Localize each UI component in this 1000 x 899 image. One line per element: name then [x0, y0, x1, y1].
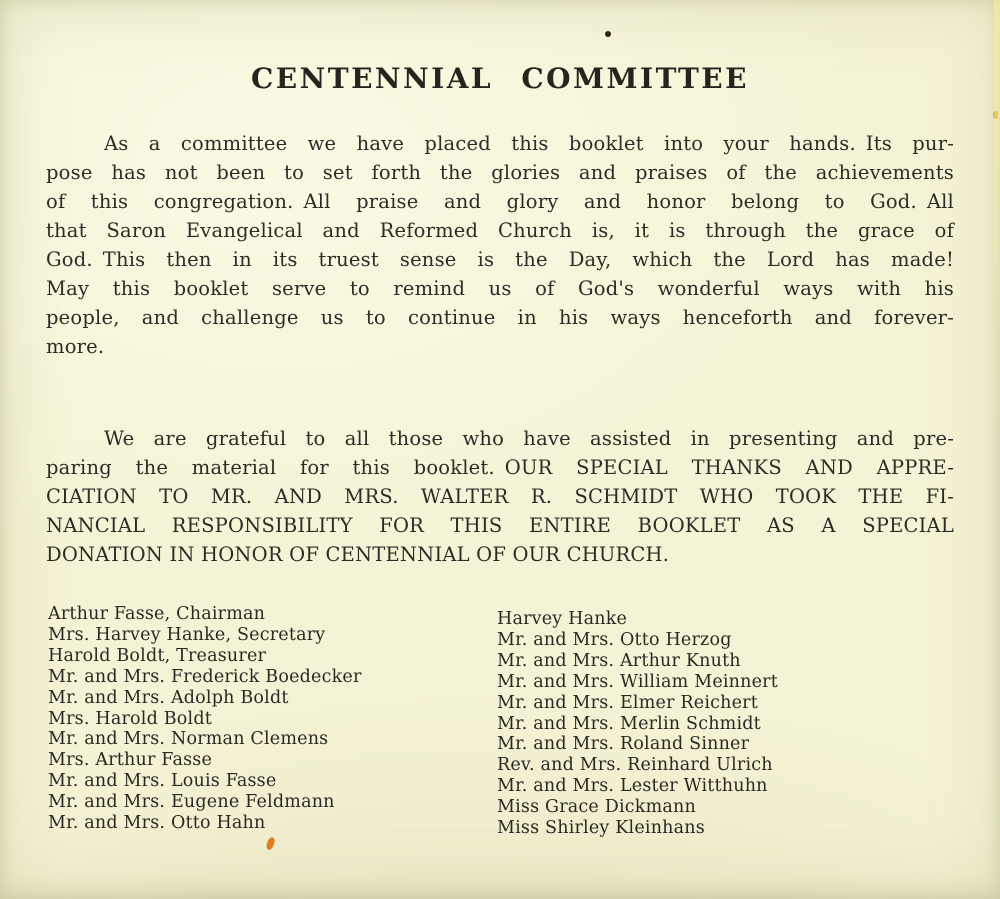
page-title: CENTENNIAL COMMITTEE: [251, 62, 749, 95]
committee-member: Arthur Fasse, Chairman: [48, 604, 266, 624]
committee-member: Mrs. Harold Boldt: [48, 708, 212, 729]
committee-member: Mrs. Harvey Hanke, Secretary: [48, 624, 326, 645]
committee-member: Mr. and Mrs. Eugene Feldmann: [48, 792, 335, 813]
committee-member: Miss Grace Dickmann: [497, 797, 696, 818]
paragraph-line: pose has not been to set forth the glories and praises of the achievements: [46, 161, 954, 184]
committee-member: Mr. and Mrs. Norman Clemens: [48, 729, 329, 750]
committee-list-left: [48, 604, 478, 834]
paragraph-line: of this congregation. All praise and glory and honor belong to God. All: [46, 190, 954, 213]
committee-member: Harvey Hanke: [497, 609, 628, 629]
committee-member: Mr. and Mrs. Lester Witthuhn: [497, 776, 768, 797]
committee-member: Mr. and Mrs. Louis Fasse: [48, 771, 277, 792]
paragraph-line: We are grateful to all those who have assisted in presenting and pre-: [104, 427, 954, 450]
paragraph-line: paring the material for this booklet. OUR SPECIAL THANKS AND APPRE-: [46, 456, 954, 479]
paragraph-line: people, and challenge us to continue in his ways henceforth and forever-: [46, 306, 954, 329]
paragraph-line: DONATION IN HONOR OF CENTENNIAL OF OUR CHURCH.: [46, 543, 670, 566]
committee-member: Rev. and Mrs. Reinhard Ulrich: [497, 755, 773, 776]
paper-speck-artifact: [266, 836, 276, 850]
paragraph-line: NANCIAL RESPONSIBILITY FOR THIS ENTIRE BOOKLET AS A SPECIAL: [46, 514, 954, 537]
committee-member: Mr. and Mrs. Merlin Schmidt: [497, 713, 761, 734]
committee-member: Miss Shirley Kleinhans: [497, 818, 705, 839]
committee-member: Mr. and Mrs. Adolph Boldt: [48, 687, 289, 708]
committee-member: Mr. and Mrs. Elmer Reichert: [497, 692, 758, 713]
committee-member: Mr. and Mrs. Frederick Boedecker: [48, 666, 362, 687]
committee-member: Mr. and Mrs. William Meinnert: [497, 671, 778, 692]
committee-paragraph: [46, 129, 954, 361]
committee-list-right: [497, 609, 947, 839]
committee-member: Harold Boldt, Treasurer: [48, 645, 267, 666]
paragraph-line: more.: [46, 335, 105, 358]
committee-member: Mr. and Mrs. Otto Hahn: [48, 813, 266, 834]
committee-member: Mr. and Mrs. Otto Herzog: [497, 629, 732, 650]
committee-member: Mrs. Arthur Fasse: [48, 750, 213, 771]
ink-dot-artifact: [605, 31, 611, 37]
paragraph-line: CIATION TO MR. AND MRS. WALTER R. SCHMIDT WHO TOOK THE FI-: [46, 485, 954, 508]
paragraph-line: that Saron Evangelical and Reformed Church is, it is through the grace of: [46, 219, 954, 242]
paragraph-line: May this booklet serve to remind us of God's wonderful ways with his: [46, 277, 954, 300]
paragraph-line: God. This then in its truest sense is the Day, which the Lord has made!: [46, 248, 954, 271]
committee-member: Mr. and Mrs. Arthur Knuth: [497, 650, 741, 671]
committee-member: Mr. and Mrs. Roland Sinner: [497, 734, 750, 755]
acknowledgment-paragraph: [46, 424, 954, 569]
paragraph-line: As a committee we have placed this booklet into your hands. Its pur-: [104, 132, 954, 155]
